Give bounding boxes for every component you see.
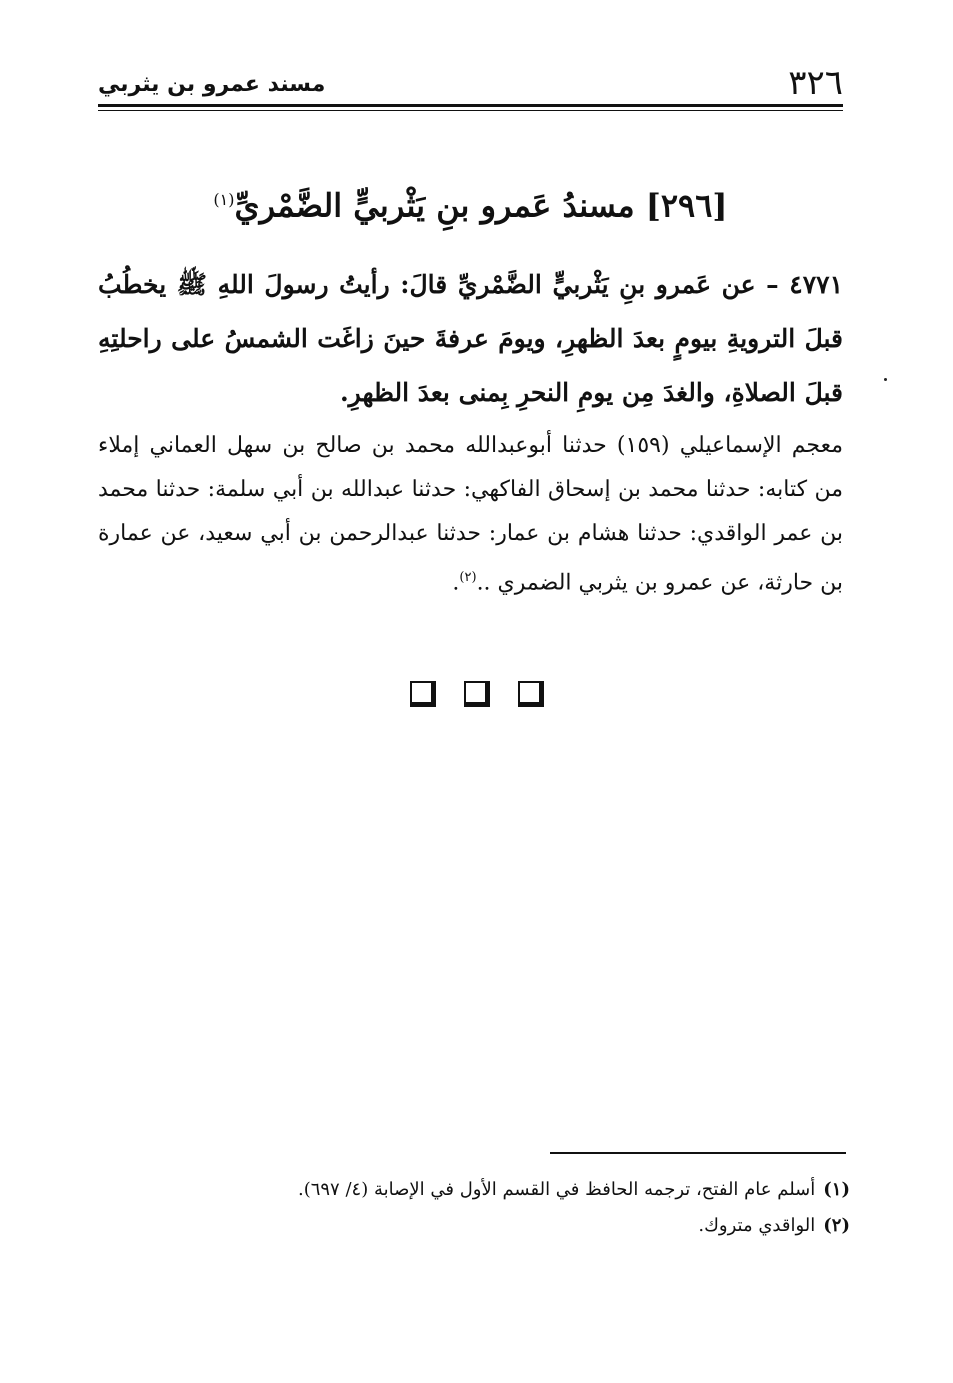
running-title: مسند عمرو بن يثربي bbox=[98, 72, 326, 97]
hadith-text bbox=[98, 258, 843, 420]
section-heading-footnote-ref: (١) bbox=[213, 190, 235, 209]
footnote-rule bbox=[550, 1152, 846, 1154]
page-number: ٣٢٦ bbox=[788, 63, 843, 103]
source-citation bbox=[98, 424, 843, 605]
section-heading bbox=[98, 178, 843, 228]
footnotes bbox=[98, 1172, 850, 1244]
footnote-text: الواقدي متروك. bbox=[698, 1215, 816, 1236]
footnote-item bbox=[98, 1208, 850, 1244]
header-rule-thin bbox=[98, 110, 843, 111]
footnote-item bbox=[98, 1172, 850, 1208]
separator-box-icon bbox=[464, 681, 490, 707]
stray-mark bbox=[884, 378, 887, 381]
separator-box-icon bbox=[518, 681, 544, 707]
header-rule bbox=[98, 104, 843, 107]
source-body: معجم الإسماعيلي (١٥٩) حدثنا أبوعبدالله محمد بن صالح بن سهل العماني إملاء من كتابه: حدثنا محمد بن إسحاق الفاكهي: حدثنا عبدالله بن أبي سلمة: حدثنا محمد بن عمر الواقدي: حدثنا هشام بن عمار: حدثنا عبدالرحمن بن أبي سعيد، عن عمارة بن حارثة، عن عمرو بن يثربي الضمري .. bbox=[98, 433, 844, 596]
hadith-body: ٤٧٧١ – عن عَمرو بنِ يَثْربيٍّ الضَّمْريِّ قالَ: رأيتُ رسولَ اللهِ ﷺ يخطُبُ قبلَ الترويةِ بيومٍ بعدَ الظهرِ، ويومَ عرفةَ حينَ زاغَت الشمسُ على راحلتِهِ قبلَ الصلاةِ، والغدَ مِن يومِ النحرِ بِمنى بعدَ الظهرِ. bbox=[98, 270, 843, 407]
section-separator bbox=[0, 681, 953, 707]
section-heading-text: [٢٩٦] مسندُ عَمرو بنِ يَثْربيٍّ الضَّمْريِّ bbox=[234, 186, 728, 225]
running-header bbox=[98, 58, 843, 103]
separator-box-icon bbox=[410, 681, 436, 707]
source-end: . bbox=[452, 570, 460, 596]
footnote-text: أسلم عام الفتح، ترجمه الحافظ في القسم الأول في الإصابة (٤/ ٦٩٧). bbox=[297, 1179, 816, 1200]
footnote-number: (٢) bbox=[823, 1215, 850, 1236]
source-footnote-ref: (٢) bbox=[459, 570, 477, 585]
footnote-number: (١) bbox=[823, 1179, 850, 1200]
